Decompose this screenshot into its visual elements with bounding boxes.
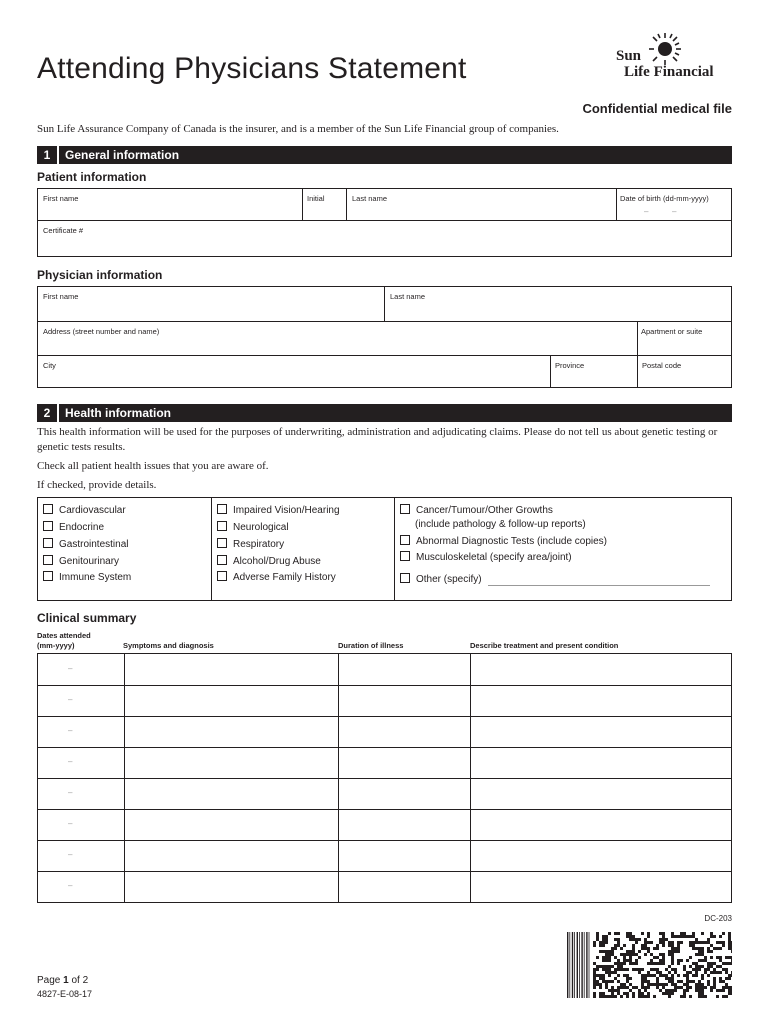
- physician-heading: Physician information: [37, 268, 163, 282]
- col-symptoms: Symptoms and diagnosis: [123, 641, 214, 650]
- page-indicator: [37, 975, 88, 986]
- checkbox-label: Alcohol/Drug Abuse: [233, 556, 321, 567]
- date-dash: –: [68, 881, 73, 890]
- checkbox-abnormal-tests[interactable]: [400, 535, 607, 547]
- checkbox-label: Genitourinary: [59, 556, 120, 567]
- patient-heading: Patient information: [37, 170, 147, 184]
- section-2-bar: [37, 404, 732, 422]
- dob-separator: –: [644, 207, 649, 216]
- patient-last-name-label: Last name: [352, 194, 388, 203]
- table-row[interactable]: [38, 840, 731, 871]
- physician-apartment-field[interactable]: [638, 322, 731, 355]
- section-1-bar: [37, 146, 732, 164]
- checkbox-label: Endocrine: [59, 522, 105, 533]
- table-row[interactable]: [38, 685, 731, 716]
- date-dash: –: [68, 726, 73, 735]
- checkbox-label: Cancer/Tumour/Other Growths: [416, 505, 553, 516]
- col-dates-format: (mm-yyyy): [37, 641, 75, 650]
- page-prefix: Page: [37, 975, 64, 986]
- physician-first-name-field[interactable]: [38, 287, 384, 321]
- checkbox-label: Cardiovascular: [59, 505, 126, 516]
- sun-life-logo: [610, 30, 735, 85]
- checkbox-label: Other (specify): [416, 574, 482, 585]
- checkbox-label: Neurological: [233, 522, 289, 533]
- section-2-number: 2: [37, 404, 59, 422]
- physician-province-field[interactable]: [551, 356, 637, 387]
- certificate-label: Certificate #: [43, 226, 84, 235]
- col-duration: Duration of illness: [338, 641, 404, 650]
- patient-first-name-label: First name: [43, 194, 79, 203]
- dob-separator: –: [672, 207, 677, 216]
- other-specify-line[interactable]: [488, 585, 710, 586]
- patient-initial-label: Initial: [307, 194, 325, 203]
- table-row[interactable]: [38, 778, 731, 809]
- cancer-sub-note: (include pathology & follow-up reports): [415, 519, 586, 530]
- physician-last-name-label: Last name: [390, 292, 426, 301]
- patient-first-name-field[interactable]: [38, 189, 302, 220]
- checkbox-label: Gastrointestinal: [59, 539, 129, 550]
- sun-icon: [648, 32, 682, 66]
- checkbox-musculoskeletal[interactable]: [400, 551, 572, 563]
- checkbox-neurological[interactable]: [217, 521, 289, 533]
- physician-city-field[interactable]: [38, 356, 550, 387]
- certificate-field[interactable]: [38, 221, 731, 256]
- checkbox-label: Respiratory: [233, 539, 285, 550]
- form-code: DC-203: [704, 914, 732, 923]
- checkbox-endocrine[interactable]: [43, 521, 104, 533]
- section-1-label: General information: [65, 148, 180, 162]
- patient-info-box: [37, 188, 732, 257]
- logo-text-life-financial: Life Financial: [624, 64, 714, 80]
- checkbox-adverse-family-history[interactable]: [217, 571, 336, 583]
- checkbox-gastrointestinal[interactable]: [43, 538, 128, 550]
- date-dash: –: [68, 695, 73, 704]
- checkbox-immune-system[interactable]: [43, 571, 131, 583]
- health-intro-text: This health information will be used for the purposes of underwriting, administration and adjudicating claims. Please do not tell us about genetic testing or genetic tests results.: [37, 426, 718, 453]
- health-issues-box: [37, 497, 732, 601]
- checkbox-impaired-vision[interactable]: [217, 504, 340, 516]
- table-row[interactable]: [38, 716, 731, 747]
- date-dash: –: [68, 819, 73, 828]
- table-row[interactable]: [38, 871, 731, 902]
- section-1-number: 1: [37, 146, 59, 164]
- confidential-label: Confidential medical file: [582, 101, 732, 116]
- physician-apartment-label: Apartment or suite: [641, 327, 703, 336]
- checkbox-genitourinary[interactable]: [43, 555, 119, 567]
- physician-province-label: Province: [555, 361, 585, 370]
- physician-address-label: Address (street number and name): [43, 327, 160, 336]
- physician-last-name-field[interactable]: [385, 287, 731, 321]
- physician-first-name-label: First name: [43, 292, 79, 301]
- date-dash: –: [68, 850, 73, 859]
- health-details-instruction: If checked, provide details.: [37, 479, 157, 491]
- patient-initial-field[interactable]: [303, 189, 346, 220]
- form-number: 4827-E-08-17: [37, 989, 93, 999]
- clinical-summary-table: [37, 653, 732, 903]
- physician-info-box: [37, 286, 732, 388]
- checkbox-label: Musculoskeletal (specify area/joint): [416, 552, 572, 563]
- table-row[interactable]: [38, 809, 731, 840]
- logo-text-sun: Sun: [616, 48, 642, 64]
- clinical-summary-heading: Clinical summary: [37, 611, 137, 625]
- checkbox-label: Immune System: [59, 572, 132, 583]
- checkbox-label: Adverse Family History: [233, 572, 336, 583]
- physician-address-field[interactable]: [38, 322, 637, 355]
- barcode-icon: [567, 932, 732, 998]
- table-row[interactable]: [38, 747, 731, 778]
- col-treatment: Describe treatment and present condition: [470, 641, 619, 650]
- col-dates-attended: Dates attended: [37, 631, 91, 640]
- checkbox-cardiovascular[interactable]: [43, 504, 126, 516]
- checkbox-respiratory[interactable]: [217, 538, 284, 550]
- page-title: Attending Physicians Statement: [37, 52, 467, 85]
- physician-city-label: City: [43, 361, 56, 370]
- patient-dob-field[interactable]: [617, 189, 731, 220]
- page-current: 1: [63, 975, 69, 986]
- checkbox-cancer[interactable]: [400, 504, 553, 516]
- physician-postal-field[interactable]: [638, 356, 731, 387]
- patient-dob-label: Date of birth (dd-mm-yyyy): [620, 194, 709, 203]
- date-dash: –: [68, 664, 73, 673]
- date-dash: –: [68, 757, 73, 766]
- section-2-label: Health information: [65, 406, 172, 420]
- page-suffix: of 2: [68, 975, 89, 986]
- checkbox-label: Abnormal Diagnostic Tests (include copies): [416, 536, 608, 547]
- health-check-instruction: Check all patient health issues that you are aware of.: [37, 460, 269, 472]
- patient-last-name-field[interactable]: [347, 189, 616, 220]
- checkbox-alcohol-drug-abuse[interactable]: [217, 555, 321, 567]
- insurer-note: Sun Life Assurance Company of Canada is the insurer, and is a member of the Sun Life Financial group of companies.: [37, 123, 559, 135]
- physician-postal-label: Postal code: [642, 361, 682, 370]
- table-row[interactable]: [38, 654, 731, 685]
- date-dash: –: [68, 788, 73, 797]
- checkbox-label: Impaired Vision/Hearing: [233, 505, 340, 516]
- checkbox-other[interactable]: [400, 573, 482, 585]
